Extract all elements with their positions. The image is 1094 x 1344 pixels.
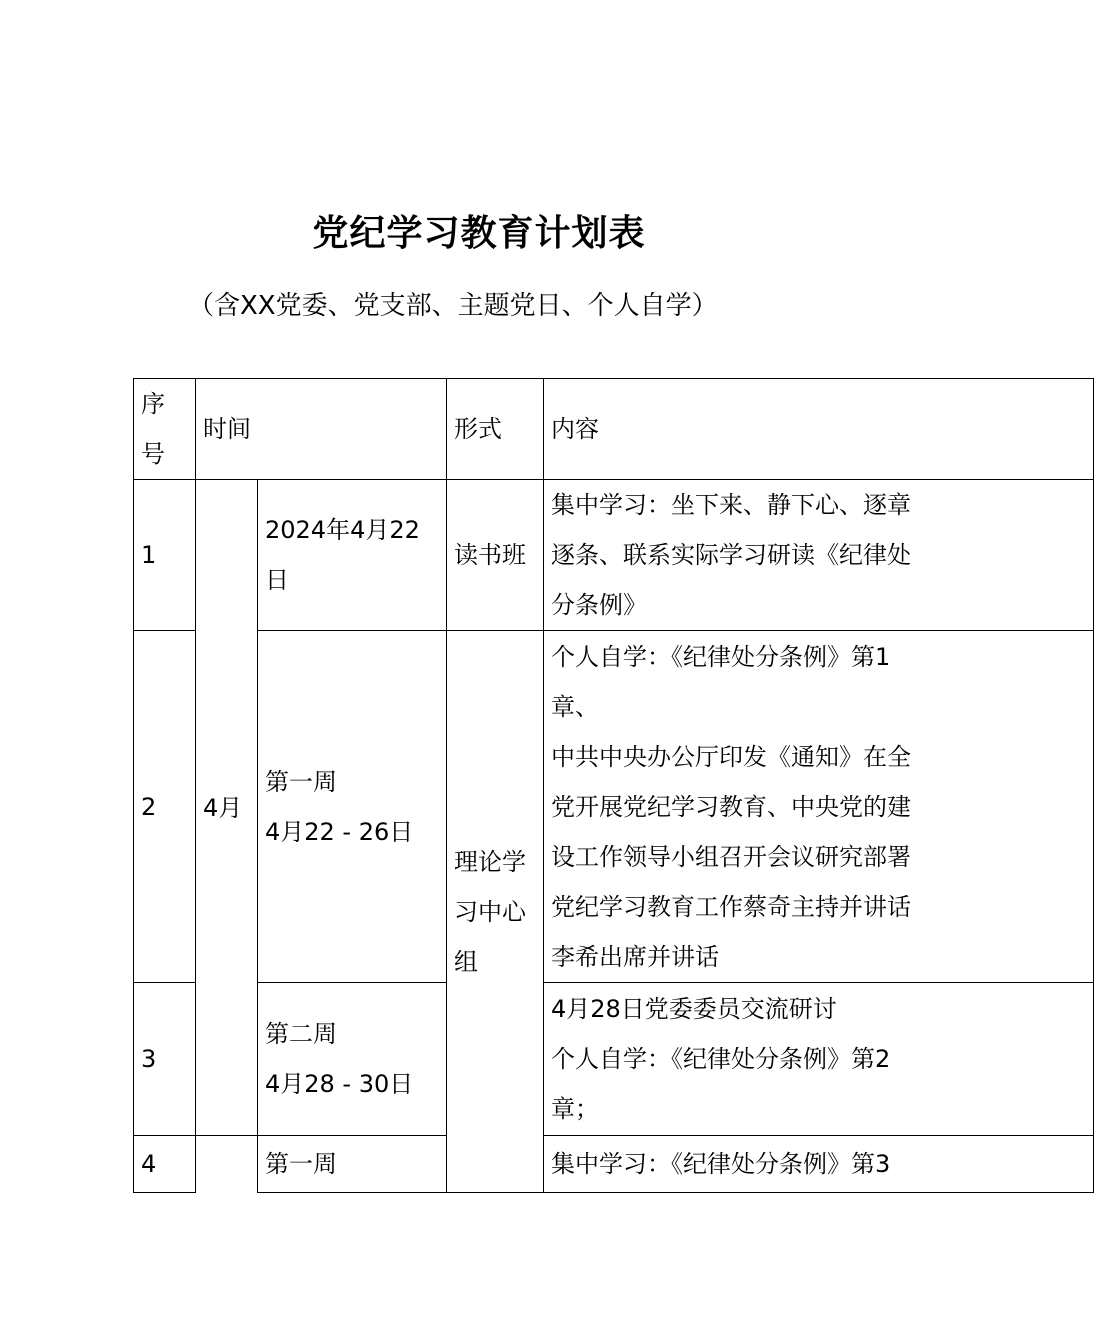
row-seq: 1: [134, 480, 196, 631]
table-row: [134, 631, 1094, 983]
header-content: 内容: [544, 379, 1094, 480]
table-header-row: [134, 379, 1094, 480]
page-title: 党纪学习教育计划表: [312, 213, 646, 254]
row-form-merged: 理论学 习中心 组: [447, 631, 544, 1193]
row-content: 集中学习：《纪律处分条例》第3: [544, 1136, 1094, 1193]
header-seq: 序号: [134, 379, 196, 480]
header-time: 时间: [196, 379, 447, 480]
row-seq: 2: [134, 631, 196, 983]
row-content: 集中学习：坐下来、静下心、逐章 逐条、联系实际学习研读《纪律处 分条例》: [544, 480, 1094, 631]
study-plan-table-container: [133, 378, 950, 1178]
study-plan-table: [133, 378, 1094, 1193]
table-row: [134, 1136, 1094, 1193]
row-date: 第一周: [258, 1136, 447, 1193]
page-subtitle: （含XX党委、党支部、主题党日、个人自学）: [188, 291, 718, 321]
row-date: 第一周 4月22 - 26日: [258, 631, 447, 983]
month-cell: 4月: [196, 480, 258, 1136]
month-cell-continued: [196, 1136, 258, 1193]
table-row: [134, 983, 1094, 1136]
row-form: 读书班: [447, 480, 544, 631]
table-row: [134, 480, 1094, 631]
row-seq: 3: [134, 983, 196, 1136]
row-content: 4月28日党委委员交流研讨 个人自学：《纪律处分条例》第2 章；: [544, 983, 1094, 1136]
row-date: 第二周 4月28 - 30日: [258, 983, 447, 1136]
header-form: 形式: [447, 379, 544, 480]
row-date: 2024年4月22 日: [258, 480, 447, 631]
row-seq: 4: [134, 1136, 196, 1193]
row-content: 个人自学：《纪律处分条例》第1 章、 中共中央办公厅印发《通知》在全 党开展党纪学习教育、中央党的建 设工作领导小组召开会议研究部署 党纪学习教育工作蔡奇主持并讲话 李希出席并讲话: [544, 631, 1094, 983]
